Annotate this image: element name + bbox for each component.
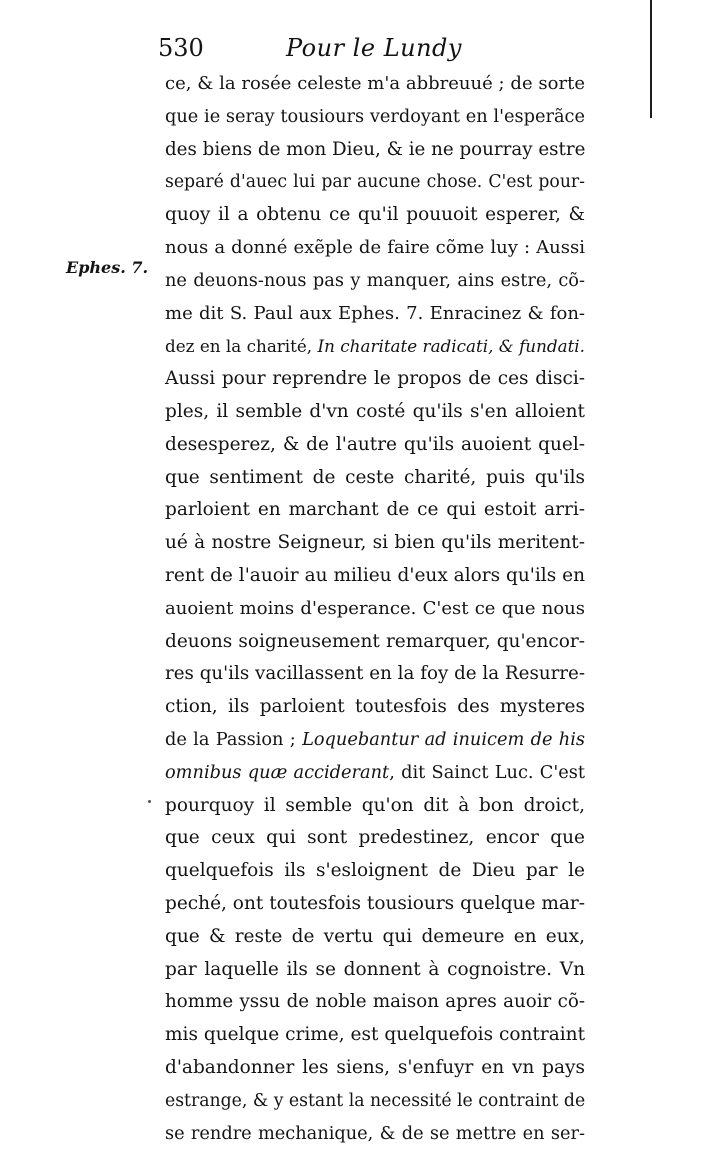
latin-quotation: Loquebantur ad inuicem de his: [302, 730, 585, 750]
text-line: que ie seray tousiours verdoyant en l'esperãce: [165, 101, 585, 134]
text-segment: dez en la charité,: [165, 336, 318, 356]
text-line: nous a donné exẽple de faire cõme luy : Aussi: [165, 232, 585, 265]
text-line: Aussi pour reprendre le propos de ces disci-: [165, 363, 585, 396]
text-line: [165, 757, 585, 790]
text-line: auoient moins d'esperance. C'est ce que nous: [165, 593, 585, 626]
margin-note: Ephes. 7.: [66, 258, 148, 277]
text-line: quoy il a obtenu ce qu'il pouuoit esperer, &: [165, 199, 585, 232]
text-line: homme yssu de noble maison apres auoir cõ-: [165, 986, 585, 1019]
running-header: [158, 34, 598, 68]
text-line: parloient en marchant de ce qui estoit arri-: [165, 494, 585, 527]
text-line: ué à nostre Seigneur, si bien qu'ils meritent-: [165, 527, 585, 560]
text-segment: de la Passion ;: [165, 730, 302, 750]
running-title: Pour le Lundy: [286, 34, 462, 62]
text-line: par laquelle ils se donnent à cognoistre. Vn: [165, 954, 585, 987]
text-line: que ceux qui sont predestinez, encor que: [165, 822, 585, 855]
text-line: se rendre mechanique, & de se mettre en ser-: [165, 1118, 585, 1150]
text-line: que & reste de vertu qui demeure en eux,: [165, 921, 585, 954]
page-number: 530: [158, 34, 204, 62]
latin-quotation: omnibus quæ acciderant: [165, 763, 389, 783]
text-line: ction, ils parloient toutesfois des mysteres: [165, 691, 585, 724]
text-line: desesperez, & de l'autre qu'ils auoient quel-: [165, 429, 585, 462]
text-line: separé d'auec lui par aucune chose. C'est pour-: [165, 166, 585, 199]
text-line: pourquoy il semble qu'on dit à bon droict,: [165, 790, 585, 823]
text-line: estrange, & y estant la necessité le contraint de: [165, 1085, 585, 1118]
text-segment: , dit Sainct Luc. C'est: [389, 763, 585, 783]
latin-quotation: In charitate radicati, & fundati.: [318, 336, 585, 356]
text-line: ce, & la rosée celeste m'a abbreuué ; de sorte: [165, 68, 585, 101]
text-line: des biens de mon Dieu, & ie ne pourray estre: [165, 134, 585, 167]
text-line: [165, 724, 585, 757]
ink-speck: [148, 800, 151, 803]
text-line: peché, ont toutesfois tousiours quelque mar-: [165, 888, 585, 921]
text-line: ne deuons-nous pas y manquer, ains estre, cõ-: [165, 265, 585, 298]
body-text: [165, 68, 585, 1150]
text-line: d'abandonner les siens, s'enfuyr en vn pays: [165, 1052, 585, 1085]
text-line: que sentiment de ceste charité, puis qu'ils: [165, 462, 585, 495]
text-line: res qu'ils vacillassent en la foy de la Resurre-: [165, 658, 585, 691]
text-line: ples, il semble d'vn costé qu'ils s'en alloient: [165, 396, 585, 429]
text-line: rent de l'auoir au milieu d'eux alors qu'ils en: [165, 560, 585, 593]
text-line: deuons soigneusement remarquer, qu'encor-: [165, 626, 585, 659]
text-line: [165, 330, 585, 363]
text-line: me dit S. Paul aux Ephes. 7. Enracinez & fon-: [165, 298, 585, 331]
text-line: mis quelque crime, est quelquefois contraint: [165, 1019, 585, 1052]
page-edge-line: [650, 0, 652, 118]
text-line: quelquefois ils s'esloignent de Dieu par le: [165, 855, 585, 888]
